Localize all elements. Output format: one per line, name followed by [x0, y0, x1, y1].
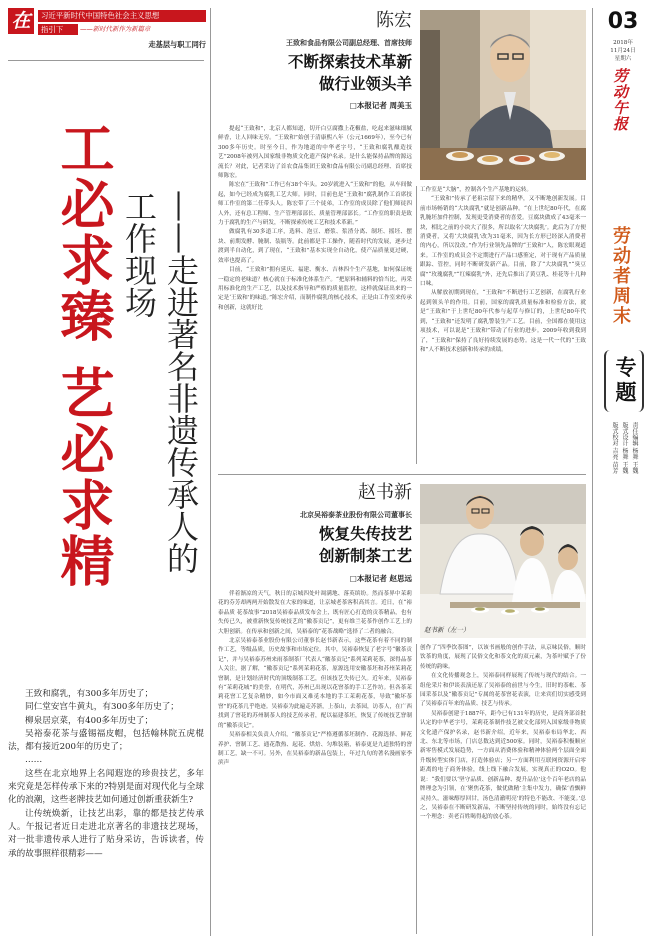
- article2-byline: □本报记者 赵思远: [349, 574, 412, 583]
- masthead-divider: [8, 60, 204, 61]
- article1-column2: [420, 186, 586, 355]
- masthead-slogan-line1: 习近平新时代中国特色社会主义思想: [38, 10, 206, 22]
- page-number: 03: [607, 9, 639, 34]
- article2-col-divider: [416, 644, 417, 934]
- chen-hong-portrait: [420, 10, 586, 180]
- intro-line: 吴裕泰花茶与盛锡福皮帽，包括翰林院五虎棍法，都有接近200年的历史了；: [8, 728, 204, 753]
- masthead-slogan-line2-left: 指引下: [38, 24, 78, 35]
- masthead-section: 走基层与职工同行: [148, 40, 206, 49]
- article1-paragraph: “王致和”传承了老祖宗留下来的精华，又不断地创新发展。目前市场畅销的“大块腐乳”就是创新品种。“在上世纪80年代，在腐乳腌坯加件控制，发现更受消费者的喜爱。豆腐块做成了43毫米一块，相比之前的小块大了很多，所以取名‘大块腐乳’。此后为了方便消费者，又将‘大块腐乳’改为31毫米，因为长方形已经深入消费者的内心，所以没改。”作为行业领先品牌的“王致和”人，陈宏眼观道来。工作室的成员会不定期进行产品口感鉴定，对于现有产品质量跟踪、管控，同时不断研发新产品。目前，除了“大块腐乳”“臭豆腐”“玫瑰腐乳”“红辣腐乳”外，还先后推出了黄豆乳、桂花等十几种口味。: [420, 196, 586, 288]
- article2-column1: [218, 590, 412, 769]
- intro-line: 同仁堂安宫牛黄丸，有300多年历史了；: [25, 702, 179, 713]
- article1-person-title: 王致和食品有限公司副总经理、首席技师: [286, 38, 412, 47]
- article1-paragraph: 提起“王致和”，北京人都知道，切开白豆腐撒上花椒盐，吃起来滋味细腻鲜香，让人回味无穷。“王致和”始创于清康熙八年（公元1669年），至今已有300多年历史。时至今日，作为地道的中华老字号，“王致和腐乳酿造技艺”2008年被列入国家级非物质文化遗产保护名录。是什么能保持品牌的源远流长？对此，记者采访了首农食品集团王致和食品有限公司副总经理、首席技师陈宏。: [218, 126, 412, 180]
- masthead-zai-box: 在: [8, 8, 34, 34]
- article1-paragraph: 工作室是“大脑”，控制各个生产基地的运转。: [420, 187, 533, 193]
- article1-paragraph: 从解放初期到现在，“王致和”不断进行工艺创新，在腐乳行业起到领头羊的作用。目前，国家的腐乳质量标准和检验方法，就是“王致和”于上世纪80年代参与起草与修订的，上世纪80年代到，“王致和”还发明了腐乳警装生产工艺。目前，全国都在使用这项技术，可以说是“王致和”带动了行业的进步。2009年收到我到了，“王致和”保持了良好持续发展的态势。这是一代一代的“王致和”人不断技术创新和传承的成绩。: [420, 290, 586, 353]
- tea-lab-photo: [420, 484, 586, 638]
- credit-line: 责任编辑 杨舞 王魏: [631, 422, 638, 474]
- article2-paragraph: 吴裕泰创建于1887年，距今已有131年的历史，是商务部首批认定的中华老字号，茉莉花茶制作技艺被文化部列入国家级非物质文化遗产保护名录，赵书新介绍，近年来，吴裕泰布局华北、西北、东北等市场，门店总数达到近500家。同时，吴裕泰积极顺应新零售模式发展趋势，一方面从消费体验和精神体验两个层面全面升级转型实体门店，打造体验店；另一方面利用互联网资源开启零距离的电子商务体验，线上线下融合发展，实现真正的O2O。他说：“我们要以‘坚守品质、创新品种、提升品位’这个百年老店的品牌理念为引领，在‘聚焦花茶，做优做精’主集中发力，确保‘香飘鲜灵持久，滋味醇厚回甘，汤色清澈明亮’的特色不能改、不能变。’总之，吴裕泰在不断研发新品，不断坚持传统的同时，始终没有忘记一个理念：卖老百姓喝得起的放心茶。: [420, 710, 586, 821]
- column-divider: [210, 8, 211, 936]
- article-separator: [218, 474, 586, 475]
- article2-paragraph: 在文化传播观念上，吴裕泰同样展现了传统与现代的结合。一组伦采片和伊谈表演还原了吴裕泰的前世与今生，旧时的茶帐、茶园采茶以及“徽茶贡记”专属的花茶窨花表演，让来宾们切实感受到了吴裕泰百年来的品质、技艺与传承。: [420, 673, 586, 708]
- credit-line: 版式设计 杨舞 王魏: [621, 422, 628, 474]
- article1-paragraph: 做腐乳有30多道工序，选料、泡豆、磨浆、浆渣分离、制坯、摇坯、摆块、前期发酵、腌制、装瓶等。此前都是手工操作，随着时代的发展，逐步过渡到半自动化，到了现在，“王致和”基本实现全自动化，使产品质量更过硬，效率也提高了。: [218, 229, 412, 264]
- paper-logo: 劳动午报: [611, 68, 629, 132]
- article1-headline-line1: 不断探索技术革新: [287, 53, 412, 71]
- article2-photo-caption: 赵书新（左一）: [424, 626, 470, 634]
- date-line3: 星期六: [614, 56, 632, 62]
- article2-headline-line2: 创新制茶工艺: [318, 547, 412, 565]
- article1-headline-line2: 做行业领头羊: [318, 75, 412, 93]
- intro-line: 王致和腐乳，有300多年历史了；: [25, 689, 154, 699]
- special-label: 专题: [613, 356, 637, 406]
- credit-line: 版式校对 吉亮 苗芳: [611, 422, 618, 474]
- intro-line: 柳泉居京菜，有400多年历史了；: [25, 715, 154, 726]
- intro-line: 这些在北京地界上名闻遐迩的珍贵技艺，多年来究竟是怎样传承下来的?特别是面对现代化与全球化的浪潮，这些老牌技艺如何通过创新重获新生?: [8, 768, 204, 806]
- article1-name: 陈宏: [376, 10, 412, 31]
- feature-subhead: ——走进著名非遗传承人的工作现场: [120, 190, 200, 574]
- intro-line: ……: [25, 755, 43, 766]
- sidebar-divider: [592, 8, 593, 936]
- date-line2: 11月24日: [610, 48, 636, 54]
- weekly-title: 劳动者周末: [610, 226, 631, 326]
- intro-line: 让传统焕新，让技艺出彩，靠的都是技艺传承人。午报记者近日走进北京著名的非遗技艺现场，对一批非遗传承人进行了贴身采访，告诉读者，传承的故事照样很精彩——: [8, 808, 204, 859]
- article2-paragraph: 吴裕泰相关负责人介绍，“徽茶贡记”严格遵循茶坯制作、花源选择、鲜花养护、窨制工艺、通花散热、起花、烘焙、匀堆装箱，裕泰更是九道独特的窨制工艺，缺一不可。另外，在吴裕泰的新品包装上，年过九旬的著名漫画家李滨声: [218, 732, 412, 767]
- masthead: [8, 8, 204, 56]
- feature-headline: 工必求臻 艺必求精: [52, 120, 115, 589]
- article1-paragraph: 目前，“王致和”拥有延庆、福建、衡水、吉林四个生产基地，如何保证统一稳定的老味道？核心就在于标准化体系生产。“把原料和辅料的恰当比，再采用标准化的生产工艺，以及技术指导和严格的质量监控，这样就保证出来的一定是‘王致和’的味道。”陈宏介绍，而制作腐乳的核心技术，正是由工作室来传承和创新，这就好比: [218, 267, 412, 311]
- article1-byline: □本报记者 周美玉: [349, 101, 412, 110]
- article2-headline-line1: 恢复失传技艺: [318, 525, 412, 543]
- article2-person-title: 北京吴裕泰茶业股份有限公司董事长: [300, 510, 412, 519]
- feature-intro: [8, 688, 204, 861]
- article2-column2: [420, 644, 586, 823]
- article2-paragraph: 伴着渐凉的天气，秋日的京城四处叶凋满地、落英缤纷。然而茶界中茉莉花的芬芳却两两开始散发在大家的味道，让京城老茶客积高其言。近日，在“裕泰品质 花茶故事”2018吴裕泰品质发布会上，既有匠心打造的贡茶精品，也有失传已久，被重新恢复传统技艺的“徽茶贡记”，更有维兰花茶作创作工艺上的大胆创新。在传承和创新之间，吴裕泰的“花茶战略”选择了二者的融合。: [218, 591, 412, 635]
- article1-paragraph: 陈宏在“王致和”工作已有38个年头。20岁就进入“王致和”的他，从车间做起，如今已经成为腐乳工艺大师。同时，目前也是“王致和”腐乳制作工首席技师工作室的第二任带头人。陈宏带了三个徒弟，工作室的成员除了他们师徒四人外，还有总工程师、生产管理部部长、质量管理部部长。“工作室的职责是致力于腐乳的生产与研发，不断探索传统工艺和技术革新。”: [218, 182, 412, 227]
- article1-photo: [420, 10, 586, 180]
- article2-name: 赵书新: [358, 482, 412, 503]
- article2-paragraph: 北京吴裕泰茶业股份有限公司董事长赵书新表示，这些花茶有着不同的制作工艺，等级品质，历史故事和市场定位。其中，吴裕泰恢复了老字号“徽茶贡记”，并与吴裕泰苏州来雨茶制茶厂代表人“徽茶贡记”系列茉莉花茶，深得品茶人关注，据了解，“徽茶贡记”系列茉莉花茶，原源选用安徽茶坯和苏州茉莉花窨制，是计划经济时代的顶级制茶工艺，但该技艺失传已久。近年来，吴裕泰有“茉莉花城”的美誉，在明代，苏州已出现以花窨茶的手工艺作坊。但各茶茉莉花窨工艺复杂精妙，如今市面又难觅本地的手工茉莉花茶，导致“徽坏茶窨”的花茶几乎绝迹。吴裕泰为此遍走苏浙，上茶山，去茶园，访茶人，在广西找到了窨花的苏州制茶人的技艺传承者，配以福建茶坯，恢复了传统技艺窨制的“徽茶贡记”。: [218, 638, 412, 729]
- article2-paragraph: 创作了“四季饮茶图”，以该书画般的创作手法，从京味民俗，顺时饮茶的角度，展现了民俗文化和茶文化的双元素，为茶叶赋予了份传统的韵味。: [420, 645, 586, 670]
- article1-col-divider: [416, 186, 417, 464]
- date-line1: 2018年: [613, 40, 633, 46]
- article2-photo: [420, 484, 586, 638]
- masthead-slogan-line2-right: ——新时代新作为新篇章: [80, 25, 151, 33]
- article1-column1: [218, 125, 412, 313]
